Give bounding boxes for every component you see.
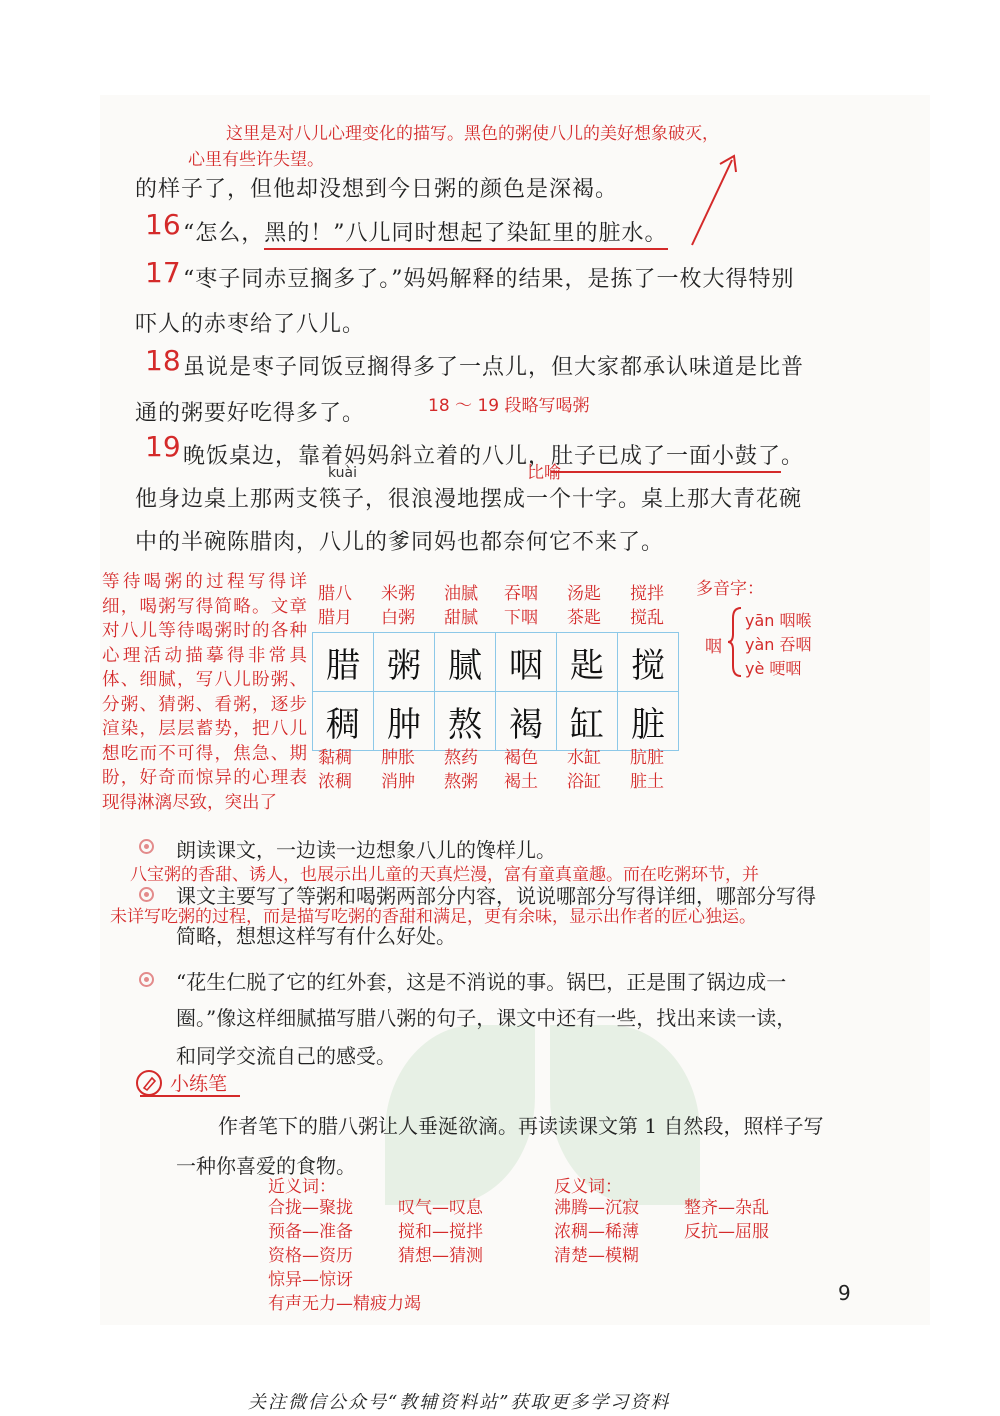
annotation-top-line2: 心里有些许失望。 bbox=[188, 150, 324, 170]
grid-char: 肿 bbox=[374, 692, 435, 751]
antonyms-col2 bbox=[684, 1196, 769, 1244]
paragraph-16-text-a: “怎么， bbox=[183, 221, 265, 246]
vocab-word: 熬药 bbox=[444, 748, 478, 768]
vocab-word: 黏稠 bbox=[318, 748, 352, 768]
vocab-top-6 bbox=[630, 582, 664, 630]
vocab-bottom-2 bbox=[381, 746, 415, 794]
vocab-top bbox=[318, 582, 678, 630]
grid-char: 脏 bbox=[618, 692, 679, 751]
bullet-icon bbox=[139, 887, 154, 902]
paragraph-17-line1: “枣子同赤豆搁多了。”妈妈解释的结果，是拣了一枚大得特别 bbox=[183, 267, 795, 292]
grid-char: 腻 bbox=[435, 633, 496, 692]
polyphone-reading-1: yān 咽喉 bbox=[745, 611, 812, 630]
grid-char: 稠 bbox=[313, 692, 374, 751]
paragraph-16 bbox=[183, 216, 668, 247]
vocab-word: 吞咽 bbox=[504, 584, 538, 604]
vocab-word: 搅拌 bbox=[630, 584, 664, 604]
vocab-word: 消肿 bbox=[381, 772, 415, 792]
synonyms-title: 近义词： bbox=[268, 1177, 336, 1197]
vocab-word: 浓稠 bbox=[318, 772, 352, 792]
vocab-word: 肮脏 bbox=[630, 748, 664, 768]
paragraph-19-note: 比喻 bbox=[527, 463, 561, 483]
bullet-icon bbox=[139, 839, 154, 854]
vocab-word: 甜腻 bbox=[444, 608, 478, 628]
vocab-bottom-6 bbox=[630, 746, 664, 794]
vocab-word: 茶匙 bbox=[567, 608, 601, 628]
antonyms-title: 反义词： bbox=[554, 1177, 622, 1197]
character-grid bbox=[312, 632, 679, 751]
vocab-word: 褐色 bbox=[504, 748, 538, 768]
paragraph-18-number: 18 bbox=[145, 344, 181, 377]
paragraph-17-number: 17 bbox=[145, 256, 181, 289]
vocab-word: 肿胀 bbox=[381, 748, 415, 768]
vocab-word: 熬粥 bbox=[444, 772, 478, 792]
vocab-bottom bbox=[318, 746, 678, 794]
paragraph-19-number: 19 bbox=[145, 430, 181, 463]
annotation-top-line1: 这里是对八儿心理变化的描写。黑色的粥使八儿的美好想象破灭， bbox=[226, 124, 719, 144]
paragraph-15-tail: 的样子了，但他却没想到今日粥的颜色是深褐。 bbox=[135, 177, 619, 202]
paragraph-18-line2: 通的粥要好吃得多了。 bbox=[135, 401, 366, 426]
polyphone-char: 咽 bbox=[705, 637, 722, 657]
paragraph-19-line1-c: 。 bbox=[781, 444, 805, 469]
paragraph-19-line3: 中的半碗陈腊肉，八儿的爹同妈也都奈何它不来了。 bbox=[135, 530, 665, 555]
grid-char: 匙 bbox=[557, 633, 618, 692]
question-3-line2: 圈。”像这样细腻描写腊八粥的句子，课文中还有一些，找出来读一读， bbox=[176, 1006, 797, 1030]
question-2-line1: 课文主要写了等粥和喝粥两部分内容，说说哪部分写得详细，哪部分写得 bbox=[176, 884, 816, 908]
polyphone-reading-2: yàn 吞咽 bbox=[745, 635, 812, 654]
antonym-pair: 浓稠—稀薄 bbox=[554, 1222, 639, 1242]
vocab-word: 白粥 bbox=[381, 608, 415, 628]
synonym-pair: 预备—准备 bbox=[268, 1222, 353, 1242]
vocab-word: 汤匙 bbox=[567, 584, 601, 604]
paragraph-18-line1: 虽说是枣子同饭豆搁得多了一点儿，但大家都承认味道是比普 bbox=[183, 355, 805, 380]
vocab-word: 腊八 bbox=[318, 584, 352, 604]
vocab-bottom-5 bbox=[567, 746, 601, 794]
vocab-word: 脏土 bbox=[630, 772, 664, 792]
vocab-top-2 bbox=[381, 582, 415, 630]
vocab-word: 腊月 bbox=[318, 608, 352, 628]
vocab-top-5 bbox=[567, 582, 601, 630]
question-1: 朗读课文，一边读一边想象八儿的馋样儿。 bbox=[176, 838, 556, 862]
synonym-pair: 惊异—惊讶 bbox=[268, 1270, 353, 1290]
polyphone-title: 多音字： bbox=[696, 579, 764, 599]
practice-line2: 一种你喜爱的食物。 bbox=[176, 1154, 356, 1178]
vocab-word: 油腻 bbox=[444, 584, 478, 604]
grid-char: 咽 bbox=[496, 633, 557, 692]
grid-char: 搅 bbox=[618, 633, 679, 692]
vocab-word: 水缸 bbox=[567, 748, 601, 768]
question-3-line3: 和同学交流自己的感受。 bbox=[176, 1044, 396, 1068]
paragraph-19-line2: 他身边桌上那两支筷子，很浪漫地摆成一个十字。桌上那大青花碗 bbox=[135, 487, 803, 512]
antonym-pair: 沸腾—沉寂 bbox=[554, 1198, 639, 1218]
vocab-bottom-3 bbox=[444, 746, 478, 794]
antonym-pair: 清楚—模糊 bbox=[554, 1246, 639, 1266]
synonym-pair: 有声无力—精疲力竭 bbox=[268, 1294, 421, 1314]
synonym-pair: 叹气—叹息 bbox=[398, 1198, 483, 1218]
grid-char: 熬 bbox=[435, 692, 496, 751]
character-grid-row-2 bbox=[313, 692, 679, 751]
practice-underline bbox=[140, 1095, 240, 1097]
practice-title: 小练笔 bbox=[170, 1073, 228, 1095]
grid-char: 粥 bbox=[374, 633, 435, 692]
pinyin-kuai: kuài bbox=[328, 465, 358, 481]
vocab-word: 下咽 bbox=[504, 608, 538, 628]
grid-char: 腊 bbox=[313, 633, 374, 692]
paragraph-18-note: 18 ～ 19 段略写喝粥 bbox=[428, 396, 590, 416]
side-note: 等待喝粥的过程写得详细，喝粥写得简略。文章对八儿等待喝粥时的各种心理活动描摹得非常具体、细腻，写八儿盼粥、分粥、猜粥、看粥，逐步渲染，层层蓄势，把八儿想吃而不可得，焦急、期盼，好奇而惊异的心理表现得淋漓尽致，突出了 bbox=[102, 572, 307, 813]
question-2-line2: 简略，想想这样写有什么好处。 bbox=[176, 924, 456, 948]
annotation-mid-2: 未详写吃粥的过程，而是描写吃粥的香甜和满足，更有余味，显示出作者的匠心独运。 bbox=[110, 907, 756, 927]
paragraph-16-text-b: 黑的！”八儿同时想起了染缸里的脏水。 bbox=[264, 221, 667, 250]
pencil-icon bbox=[134, 1068, 164, 1098]
vocab-bottom-1 bbox=[318, 746, 352, 794]
vocab-bottom-4 bbox=[504, 746, 538, 794]
vocab-word: 搅乱 bbox=[630, 608, 664, 628]
annotation-arrow bbox=[680, 150, 750, 250]
annotation-mid-1: 八宝粥的香甜、诱人，也展示出儿童的天真烂漫，富有童真童趣。而在吃粥环节，并 bbox=[130, 865, 759, 885]
vocab-top-1 bbox=[318, 582, 352, 630]
synonym-pair: 搅和—搅拌 bbox=[398, 1222, 483, 1242]
bullet-icon bbox=[139, 972, 154, 987]
vocab-word: 浴缸 bbox=[567, 772, 601, 792]
antonym-pair: 反抗—屈服 bbox=[684, 1222, 769, 1242]
antonym-pair: 整齐—杂乱 bbox=[684, 1198, 769, 1218]
synonym-pair: 合拢—聚拢 bbox=[268, 1198, 353, 1218]
paragraph-19-line1 bbox=[183, 439, 804, 470]
grid-char: 缸 bbox=[557, 692, 618, 751]
antonyms-col1 bbox=[554, 1196, 639, 1268]
paragraph-17-line2: 吓人的赤枣给了八儿。 bbox=[135, 312, 366, 337]
grid-char: 褐 bbox=[496, 692, 557, 751]
vocab-word: 褐土 bbox=[504, 772, 538, 792]
paragraph-16-number: 16 bbox=[145, 208, 181, 241]
polyphone-brace bbox=[727, 606, 745, 678]
vocab-top-3 bbox=[444, 582, 478, 630]
question-3-line1: “花生仁脱了它的红外套，这是不消说的事。锅巴，正是围了锅边成一 bbox=[176, 970, 787, 994]
synonym-pair: 猜想—猜测 bbox=[398, 1246, 483, 1266]
vocab-word: 米粥 bbox=[381, 584, 415, 604]
page-number: 9 bbox=[838, 1281, 851, 1305]
synonym-pair: 资格—资历 bbox=[268, 1246, 353, 1266]
polyphone-reading-3: yè 哽咽 bbox=[745, 659, 802, 678]
paragraph-19-line1-a: 晚饭桌边，靠着妈妈斜立着的八儿， bbox=[183, 444, 552, 469]
paragraph-19-line1-b: 肚子已成了一面小鼓了 bbox=[551, 444, 781, 473]
footer-text: 关注微信公众号“教辅资料站”获取更多学习资料 bbox=[248, 1392, 671, 1413]
synonyms-col2 bbox=[398, 1196, 483, 1268]
practice-line1: 作者笔下的腊八粥让人垂涎欲滴。再读读课文第 1 自然段，照样子写 bbox=[218, 1114, 824, 1138]
character-grid-row-1 bbox=[313, 633, 679, 692]
vocab-top-4 bbox=[504, 582, 538, 630]
